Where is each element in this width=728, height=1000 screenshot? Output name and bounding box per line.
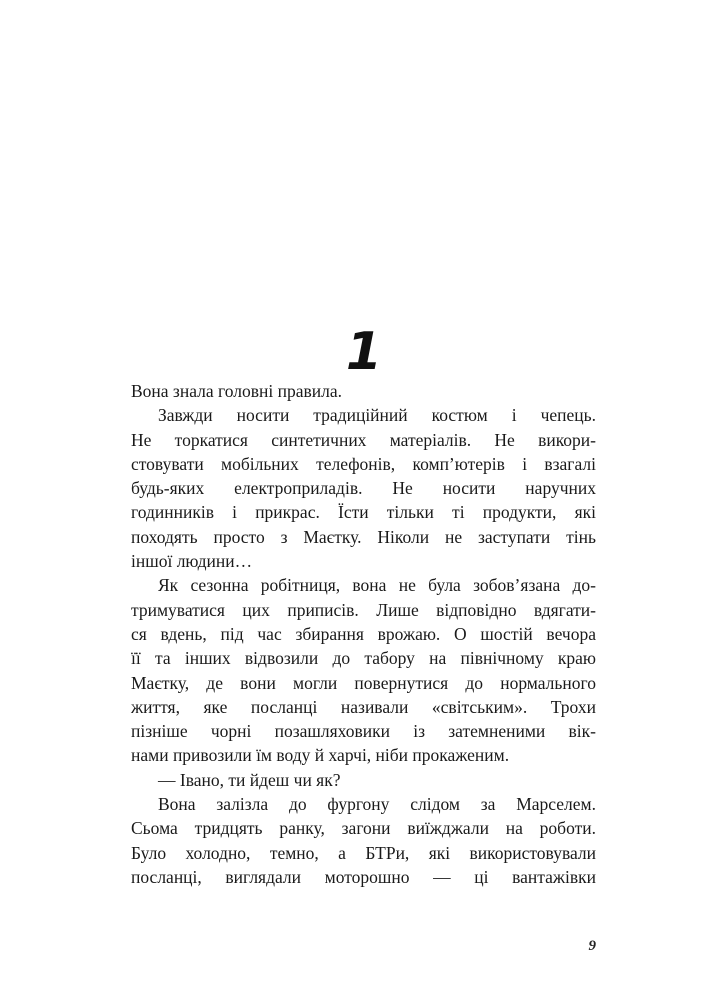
text-line: життя, яке посланці називали «світським». Трохи	[131, 696, 596, 717]
text-line: пізніше чорні позашляховики із затемненими вік-	[131, 721, 596, 742]
text-line: Завжди носити традиційний костюм і чепець.	[158, 405, 596, 426]
text-line: стовувати мобільних телефонів, комп’ютерів і взагалі	[131, 453, 596, 474]
text-line: Було холодно, темно, а БТРи, які використовували	[131, 842, 596, 863]
text-line: ся вдень, під час збирання врожаю. О шостій вечора	[131, 623, 596, 644]
text-line: її та інших відвозили до табору на північному краю	[131, 648, 596, 669]
text-line: походять просто з Маєтку. Ніколи не заступати тінь	[131, 526, 596, 547]
text-line: Вона знала головні правила.	[131, 381, 342, 401]
text-line: Сьома тридцять ранку, загони виїжджали на роботи.	[131, 818, 596, 839]
text-line: Маєтку, де вони могли повернутися до нормального	[131, 672, 596, 693]
text-line: нами привозили їм воду й харчі, ніби прокаженим.	[131, 745, 510, 766]
text-line: посланці, виглядали моторошно — ці вантажівки	[131, 866, 596, 887]
body-text	[131, 379, 596, 889]
text-line: Не торкатися синтетичних матеріалів. Не викори-	[131, 429, 596, 450]
chapter-number: 1	[345, 322, 383, 382]
page-number: 9	[588, 938, 596, 954]
text-line: Як сезонна робітниця, вона не була зобов’язана до-	[158, 575, 596, 596]
text-line: будь-яких електроприладів. Не носити наручних	[131, 478, 596, 499]
text-line: тримуватися цих приписів. Лише відповідно вдягати-	[131, 599, 596, 620]
text-line: Вона залізла до фургону слідом за Марселем.	[158, 794, 596, 815]
dialogue-line: — Івано, ти йдеш чи як?	[158, 769, 341, 790]
text-line: іншої людини…	[131, 551, 253, 572]
text-line: годинників і прикрас. Їсти тільки ті продукти, які	[131, 502, 596, 523]
